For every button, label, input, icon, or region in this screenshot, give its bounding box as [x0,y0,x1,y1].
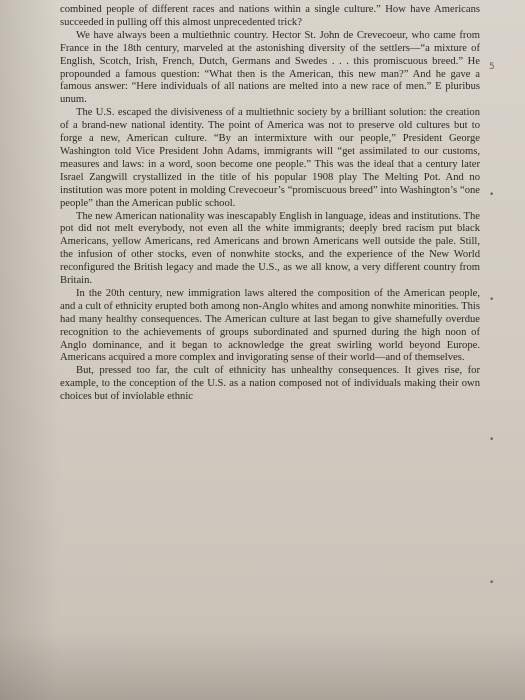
paragraph-6: But, pressed too far, the cult of ethnicity has unhealthy consequences. It gives rise, for example, to the conception of the U.S. as a nation composed not of individuals making their own choices but of inviolable ethnic [60,365,480,403]
paragraph-5: In the 20th century, new immigration laws altered the composition of the American people, and a cult of ethnicity erupted both among non-Anglo whites and among nonwhite minorities. This had many healthy consequences. The American culture at last began to give shamefully overdue recognition to the achievements of groups subordinated and spurned during the high noon of Anglo dominance, and it began to acknowledge the great swirling world beyond Europe. Americans acquired a more complex and invigorating sense of their world—and of themselves. [60,287,480,364]
paragraph-3: The U.S. escaped the divisiveness of a multiethnic society by a brilliant solution: the creation of a brand-new national identity. The point of America was not to preserve old cultures but to forge a new, American culture. “By an intermixture with our people,” President George Washington told Vice President John Adams, immigrants will “get assimilated to our customs, measures and laws: in a word, soon become one people.” This was the ideal that a century later Israel Zangwill crystallized in the title of his popular 1908 play The Melting Pot. And no institution was more potent in molding Crevecoeur’s “promiscuous breed” into Washington’s “one people” than the American public school. [60,107,480,209]
paragraph-4: The new American nationality was inescapably English in language, ideas and institutions. The pot did not melt everybody, not even all the white immigrants; deeply bred racism put black Americans, yellow Americans, red Americans and brown Americans well outside the pale. Still, the infusion of other stocks, even of nonwhite stocks, and the experience of the New World reconfigured the British legacy and made the U.S., as we all know, a very different country from Britain. [60,210,480,287]
page-shadow-left [0,0,60,700]
paragraph-1: combined people of different races and nations within a single culture.” How have Americans succeeded in pulling off this almost unprecedented trick? [60,4,480,28]
margin-dot: • [489,578,495,588]
margin-dot: • [489,295,495,305]
margin-line-number: 5 [489,62,495,72]
margin-dot: • [489,190,495,200]
margin-dot: • [489,435,495,445]
article-body [60,4,480,404]
page-shadow-bottom [0,630,525,700]
paragraph-2: We have always been a multiethnic country. Hector St. John de Crevecoeur, who came from France in the 18th century, marveled at the astonishing diversity of the settlers—“a mixture of English, Scotch, Irish, French, Dutch, Germans and Swedes . . . this promiscuous breed.” He propounded a famous question: “What then is the American, this new man?” And he gave a famous answer: “Here individuals of all nations are melted into a new race of men.” E pluribus unum. [60,29,480,106]
